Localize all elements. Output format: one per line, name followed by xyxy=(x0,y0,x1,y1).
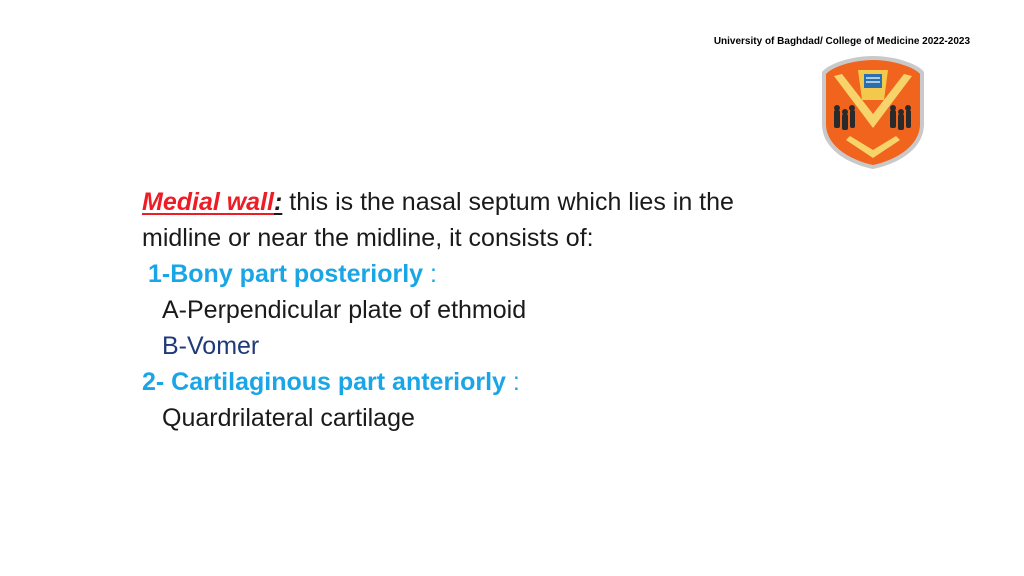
item-2-colon: : xyxy=(505,368,520,396)
term-colon: : xyxy=(273,188,283,216)
institution-header: University of Baghdad/ College of Medicine 2022-2023 xyxy=(713,36,970,47)
intro-text-1: this is the nasal septum which lies in the xyxy=(282,188,734,216)
item-2-heading: 2- Cartilaginous part anteriorly xyxy=(142,368,506,396)
item-1-heading-line xyxy=(142,256,842,292)
item-1-b: B-Vomer xyxy=(162,332,260,360)
item-1-heading: 1-Bony part posteriorly xyxy=(148,260,424,288)
intro-line-2: midline or near the midline, it consists of: xyxy=(142,224,594,252)
item-1-colon: : xyxy=(423,260,437,288)
university-seal-icon xyxy=(820,54,926,170)
slide-content xyxy=(142,184,842,436)
item-1-a: A-Perpendicular plate of ethmoid xyxy=(162,296,527,324)
item-2-a: Quardrilateral cartilage xyxy=(162,404,415,432)
intro-line-1 xyxy=(142,184,842,220)
term-medial-wall: Medial wall xyxy=(142,188,274,216)
item-2-heading-line xyxy=(142,364,842,400)
